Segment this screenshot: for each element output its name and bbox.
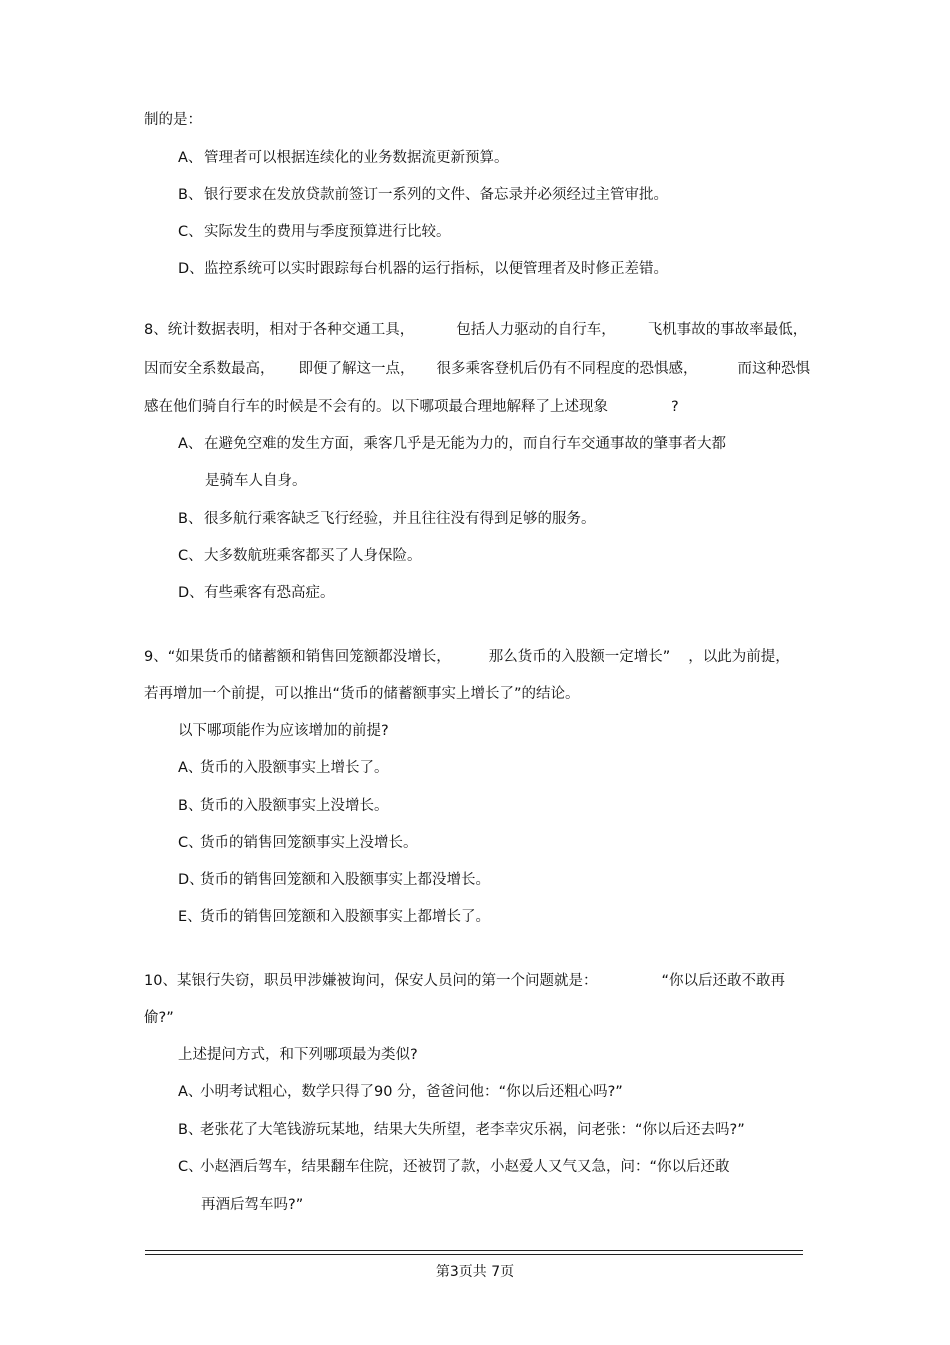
text-segment: 即便了解这一点，	[298, 361, 415, 377]
text-segment: 飞机事故的事故率最低，	[647, 322, 808, 338]
option-text: 货币的销售回笼额和入股额事实上都没增长。	[200, 872, 490, 888]
text-segment: 小赵酒后驾车，结果翻车住院，还被罚了款，小赵爱人又气又急，问：	[200, 1159, 650, 1175]
text-segment: 9、“如果货币的储蓄额和销售回笼额都没增长，	[144, 649, 451, 665]
option-letter: C、	[178, 224, 203, 240]
text-segment: 因而安全系数最高，	[144, 361, 275, 377]
option-text: 监控系统可以实时跟踪每台机器的运行指标，以便管理者及时修正差错。	[204, 261, 668, 277]
option-letter: A、	[178, 760, 203, 776]
option-letter: B、	[178, 511, 203, 527]
option-text: 有些乘客有恐高症。	[204, 585, 335, 601]
question-10-line-2: 偷?”	[144, 1010, 174, 1026]
option-9b	[178, 796, 389, 816]
option-letter: B、	[178, 187, 203, 203]
option-text: 很多航行乘客缺乏飞行经验，并且往往没有得到足够的服务。	[204, 511, 596, 527]
option-text: 管理者可以根据连续化的业务数据流更新预算。	[204, 150, 509, 166]
text-segment: 上述提问方式，和下列哪项最为类似	[178, 1047, 410, 1063]
text-segment: 再酒后驾车吗	[201, 1197, 288, 1213]
text-segment: ?”	[607, 1084, 623, 1100]
option-letter: A、	[178, 436, 203, 452]
option-8a-continued: 是骑车人自身。	[205, 473, 307, 489]
question-8-line-3	[144, 397, 679, 417]
text-segment: 而这种恐惧	[737, 361, 810, 377]
option-text: 大多数航班乘客都买了人身保险。	[204, 548, 422, 564]
option-9e	[178, 907, 490, 927]
option-letter: A、	[178, 1084, 203, 1100]
option-text: 货币的入股额事实上没增长。	[200, 798, 389, 814]
question-9-prompt	[178, 721, 389, 741]
text-segment: 老张花了大笔钱游玩某地，	[200, 1122, 374, 1138]
option-letter: D、	[178, 872, 204, 888]
option-text: 货币的入股额事实上增长了。	[200, 760, 389, 776]
option-text: 银行要求在发放贷款前签订一系列的文件、备忘录并必须经过主管审批。	[204, 187, 668, 203]
question-8-line-2	[144, 359, 810, 379]
text-segment: 很多乘客登机后仍有不同程度的恐惧感，	[436, 361, 698, 377]
option-9a	[178, 758, 389, 778]
option-text: 货币的销售回笼额事实上没增长。	[200, 835, 418, 851]
option-10a	[178, 1082, 623, 1102]
option-letter: B、	[178, 1122, 203, 1138]
option-letter: D、	[178, 585, 204, 601]
question-mark: ?	[671, 399, 679, 415]
text-segment: 小明考试粗心，数学只得了	[200, 1084, 374, 1100]
text-segment: ，以此为前提，	[688, 649, 790, 665]
question-8-line-1	[144, 320, 807, 340]
option-letter: C、	[178, 1159, 203, 1175]
option-10c	[178, 1157, 730, 1177]
text-segment: 包括人力驱动的自行车，	[456, 322, 616, 338]
text-segment: 感在他们骑自行车的时候是不会有的。以下哪项最合理地解释了上述现象	[144, 399, 608, 415]
footer-rule-bottom	[145, 1254, 803, 1255]
option-text: 货币的销售回笼额和入股额事实上都增长了。	[200, 909, 490, 925]
option-letter: E、	[178, 909, 202, 925]
text-segment: 以下哪项能作为应该增加的前提	[178, 723, 381, 739]
text-segment: 问老张：“你以后还去吗	[577, 1122, 730, 1138]
text-segment: “你以后还粗心吗	[498, 1084, 608, 1100]
text-segment: 结果大失所望，	[374, 1122, 476, 1138]
question-mark: ?	[410, 1047, 418, 1063]
option-8c	[178, 546, 422, 566]
option-8a	[178, 434, 726, 454]
text-segment: 8、统计数据表明，相对于各种交通工具，	[144, 322, 415, 338]
question-9-line-2: 若再增加一个前提，可以推出“货币的储蓄额事实上增长了”的结论。	[144, 686, 580, 702]
option-7a	[178, 148, 509, 168]
option-8b	[178, 509, 596, 529]
question-10-prompt	[178, 1045, 418, 1065]
option-9d	[178, 870, 490, 890]
option-7c	[178, 222, 451, 242]
footer-rule-top	[145, 1250, 803, 1251]
option-7b	[178, 185, 668, 205]
option-10b	[178, 1120, 745, 1140]
option-letter: C、	[178, 835, 203, 851]
option-letter: C、	[178, 548, 203, 564]
text-segment: 10、某银行失窃，职员甲涉嫌被询问，保安人员问的第一个问题就是：	[144, 973, 598, 989]
question-10-line-1	[144, 971, 785, 991]
text-segment: “你以后还敢	[649, 1159, 730, 1175]
option-8d	[178, 583, 335, 603]
option-letter: B、	[178, 798, 203, 814]
option-7d	[178, 259, 668, 279]
text-segment: ?”	[729, 1122, 745, 1138]
text-segment: ?”	[288, 1197, 304, 1213]
option-text: 实际发生的费用与季度预算进行比较。	[204, 224, 451, 240]
text-segment: 那么货币的入股额一定增长”	[488, 649, 671, 665]
question-9-line-1	[144, 647, 790, 667]
question-7-stem-tail: 制的是：	[144, 112, 202, 128]
option-9c	[178, 833, 418, 853]
page-number: 第3页共 7页	[435, 1264, 515, 1280]
option-text: 在避免空难的发生方面，乘客几乎是无能为力的，而自行车交通事故的肇事者大都	[204, 436, 726, 452]
question-mark: ?	[381, 723, 389, 739]
option-letter: D、	[178, 261, 204, 277]
text-segment: 老李幸灾乐祸，	[475, 1122, 577, 1138]
option-10c-continued	[201, 1195, 303, 1215]
option-letter: A、	[178, 150, 203, 166]
text-segment: 90 分，爸爸问他：	[374, 1084, 499, 1100]
text-segment: “你以后还敢不敢再	[661, 973, 785, 989]
